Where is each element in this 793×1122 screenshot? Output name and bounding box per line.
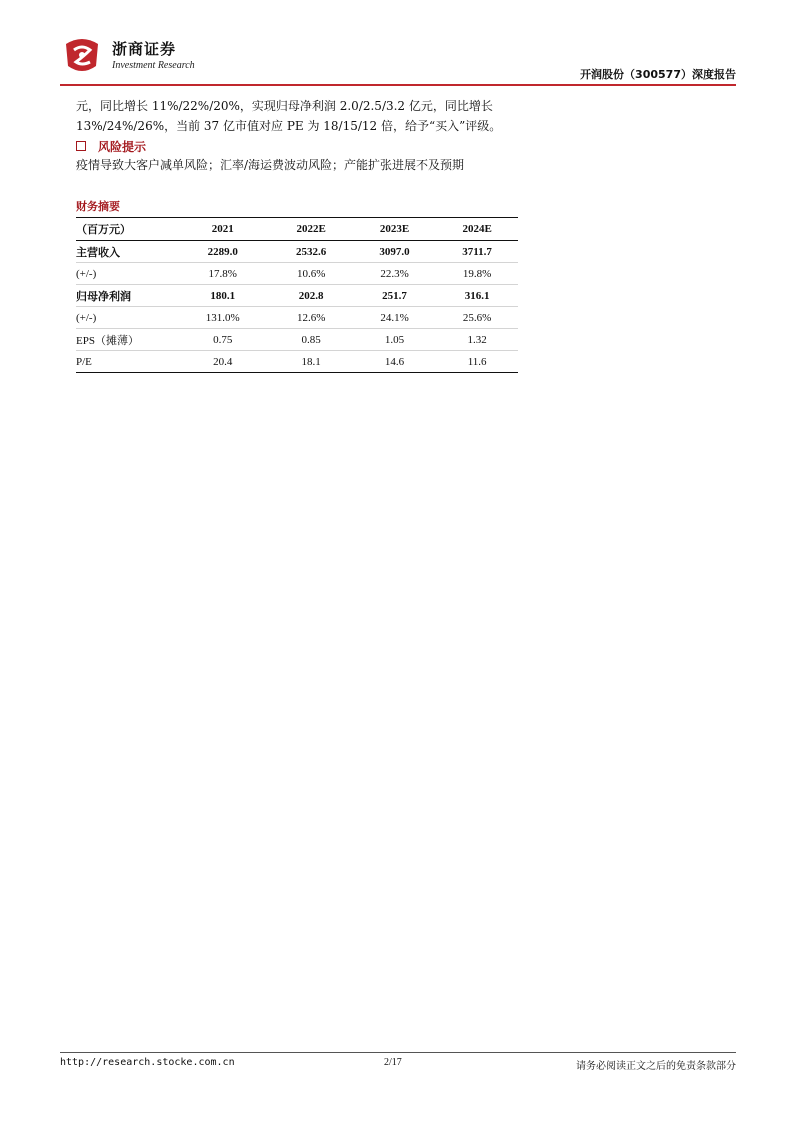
zheshang-logo-icon xyxy=(60,36,104,76)
table-cell: 180.1 xyxy=(210,289,236,302)
square-bullet-icon xyxy=(76,141,86,151)
table-header-cell: 2024E xyxy=(462,223,492,235)
report-title: 开润股份（300577）深度报告 xyxy=(580,68,736,81)
risk-text: 疫情导致大客户减单风险；汇率/海运费波动风险；产能扩张进展不及预期 xyxy=(76,158,465,172)
disclaimer-note: 请务必阅读正文之后的免责条款部分 xyxy=(576,1061,736,1072)
brand-name: 浙商证券 xyxy=(112,40,177,58)
table-cell: 12.6% xyxy=(296,311,326,324)
table-cell: 22.3% xyxy=(380,267,409,280)
summary-line-2: 13%/24%/26%，当前 37 亿市值对应 PE 为 18/15/12 倍，给予“买入”评级。 xyxy=(76,119,502,133)
table-cell: 14.6 xyxy=(384,355,405,368)
table-cell: 2289.0 xyxy=(207,245,238,258)
row-label: (+/-) xyxy=(76,311,97,324)
table-header-cell: （百万元） xyxy=(76,224,131,236)
table-cell: 10.6% xyxy=(296,267,326,280)
row-label: 主营收入 xyxy=(76,246,120,259)
row-label: EPS（摊薄） xyxy=(76,334,139,347)
table-cell: 19.8% xyxy=(462,267,492,280)
table-cell: 0.75 xyxy=(213,333,233,346)
table-cell: 24.1% xyxy=(380,311,409,324)
table-cell: 2532.6 xyxy=(296,245,327,258)
table-row xyxy=(76,351,518,373)
page-header xyxy=(60,30,736,86)
table-cell: 3711.7 xyxy=(462,245,492,258)
table-header-cell: 2023E xyxy=(379,223,410,235)
table-cell: 316.1 xyxy=(464,289,490,302)
table-cell: 20.4 xyxy=(213,355,233,368)
table-row xyxy=(76,241,518,263)
table-cell: 251.7 xyxy=(382,289,407,302)
table-cell: 11.6 xyxy=(467,355,487,368)
table-cell: 3097.0 xyxy=(379,245,410,258)
row-label: (+/-) xyxy=(76,267,97,280)
row-label: 归母净利润 xyxy=(76,290,131,303)
table-title: 财务摘要 xyxy=(76,200,120,213)
table-header-cell: 2021 xyxy=(211,223,234,235)
table-cell: 0.85 xyxy=(301,333,321,346)
table-row xyxy=(76,263,518,285)
table-cell: 202.8 xyxy=(298,289,324,302)
brand-subtitle: Investment Research xyxy=(112,60,195,71)
financial-summary-table xyxy=(76,217,518,373)
table-header-row xyxy=(76,218,518,241)
risk-heading xyxy=(76,137,146,155)
risk-title: 风险提示 xyxy=(98,139,147,154)
table-cell: 1.05 xyxy=(384,333,405,346)
header-divider xyxy=(60,84,736,86)
table-row xyxy=(76,307,518,329)
page-number: 2/17 xyxy=(384,1057,402,1068)
table-row xyxy=(76,285,518,307)
row-label: P/E xyxy=(76,355,92,368)
table-cell: 17.8% xyxy=(208,267,237,280)
footer-link[interactable]: http://research.stocke.com.cn xyxy=(60,1057,235,1068)
table-header-cell: 2022E xyxy=(296,223,326,235)
summary-line-1: 元，同比增长 11%/22%/20%，实现归母净利润 2.0/2.5/3.2 亿元，同比增长 xyxy=(76,99,493,113)
table-row xyxy=(76,329,518,351)
footer-divider xyxy=(60,1052,736,1053)
table-cell: 1.32 xyxy=(467,333,487,346)
table-cell: 18.1 xyxy=(301,355,321,368)
table-cell: 25.6% xyxy=(462,311,492,324)
table-cell: 131.0% xyxy=(205,311,240,324)
